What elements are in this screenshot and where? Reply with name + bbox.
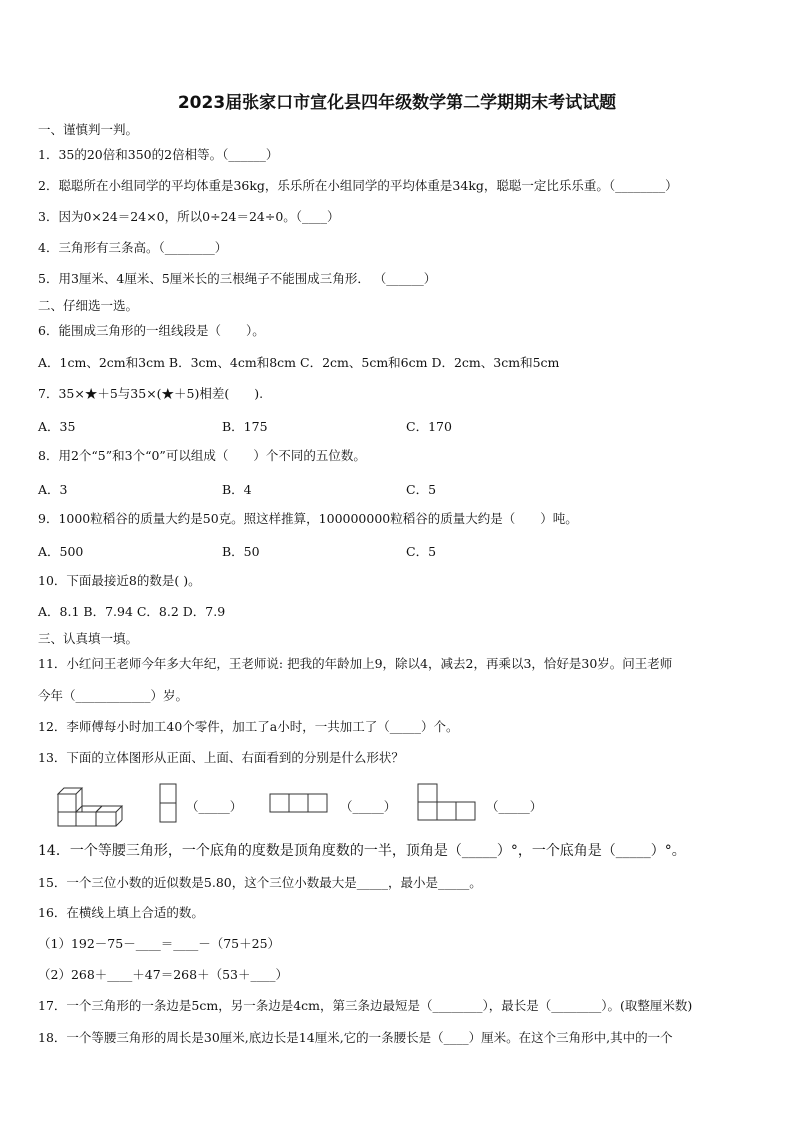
question-7-option-b: B．175	[222, 419, 268, 434]
question-13: 13．下面的立体图形从正面、上面、右面看到的分别是什么形状？	[38, 750, 404, 765]
question-4: 4．三角形有三条高。（________）	[38, 240, 228, 255]
question-11-line-2: 今年（____________）岁。	[38, 688, 189, 703]
question-12: 12．李师傅每小时加工40个零件，加工了a小时，一共加工了（_____）个。	[38, 719, 459, 734]
question-7: 7．35×★＋5与35×(★＋5)相差( ).	[38, 386, 264, 401]
question-1: 1．35的20倍和350的2倍相等。（______）	[38, 147, 279, 162]
section-heading-3: 三、认真填一填。	[38, 631, 139, 646]
question-17: 17．一个三角形的一条边是5cm，另一条边是4cm，第三条边最短是（________），最长是（________）。(取整厘米数)	[38, 998, 693, 1013]
question-8: 8．用2个“5”和3个“0”可以组成（ ）个不同的五位数。	[38, 448, 366, 463]
view-figure-2	[270, 794, 327, 812]
page-title: 2023届张家口市宣化县四年级数学第二学期期末考试试题	[177, 93, 617, 113]
question-13-answer-2: （_____）	[340, 799, 397, 814]
question-7-option-c: C．170	[406, 419, 452, 434]
question-3: 3．因为0×24＝24×0，所以0÷24＝24÷0。（____）	[38, 209, 340, 224]
question-9-option-c: C．5	[406, 544, 437, 559]
question-10: 10．下面最接近8的数是( )。	[38, 573, 201, 588]
question-11-line-1: 11．小红问王老师今年多大年纪，王老师说: 把我的年龄加上9，除以4，减去2，再乘以3，恰好是30岁。问王老师	[38, 656, 673, 671]
view-figure-1	[160, 784, 176, 822]
question-13-answer-3: （_____）	[486, 799, 543, 814]
question-15: 15．一个三位小数的近似数是5.80，这个三位小数最大是_____，最小是_____。	[38, 875, 482, 890]
question-9-option-a: A．500	[38, 544, 84, 559]
question-16: 16．在横线上填上合适的数。	[38, 905, 204, 920]
question-8-option-b: B．4	[222, 482, 252, 497]
question-7-option-a: A．35	[38, 419, 76, 434]
question-10-options: A．8.1 B．7.94 C．8.2 D．7.9	[38, 604, 226, 619]
question-5: 5．用3厘米、4厘米、5厘米长的三根绳子不能围成三角形． （______）	[38, 271, 437, 286]
question-8-option-a: A．3	[38, 482, 68, 497]
question-2: 2．聪聪所在小组同学的平均体重是36kg，乐乐所在小组同学的平均体重是34kg，聪聪一定比乐乐重。（________）	[38, 178, 678, 193]
section-heading-2: 二、仔细选一选。	[38, 298, 139, 313]
question-6: 6．能围成三角形的一组线段是（ ）。	[38, 323, 265, 338]
section-heading-1: 一、谨慎判一判。	[38, 122, 139, 137]
question-14: 14．一个等腰三角形，一个底角的度数是顶角度数的一半，顶角是（_____）°，一个底角是（_____）°。	[38, 843, 686, 859]
question-9: 9．1000粒稻谷的质量大约是50克。照这样推算，100000000粒稻谷的质量大约是（ ）吨。	[38, 511, 578, 526]
question-6-options: A．1cm、2cm和3cm B．3cm、4cm和8cm C．2cm、5cm和6cm D．2cm、3cm和5cm	[38, 355, 560, 370]
question-16-part-2: （2）268＋____＋47＝268＋（53＋____）	[38, 967, 288, 982]
question-8-option-c: C．5	[406, 482, 437, 497]
view-figure-3	[418, 784, 475, 820]
question-16-part-1: （1）192－75－____＝____－（75＋25）	[38, 936, 281, 951]
question-18: 18．一个等腰三角形的周长是30厘米,底边长是14厘米,它的一条腰长是（____）厘米。在这个三角形中,其中的一个	[38, 1030, 673, 1045]
question-13-answer-1: （_____）	[186, 799, 243, 814]
question-9-option-b: B．50	[222, 544, 260, 559]
solid-figure	[58, 788, 122, 826]
